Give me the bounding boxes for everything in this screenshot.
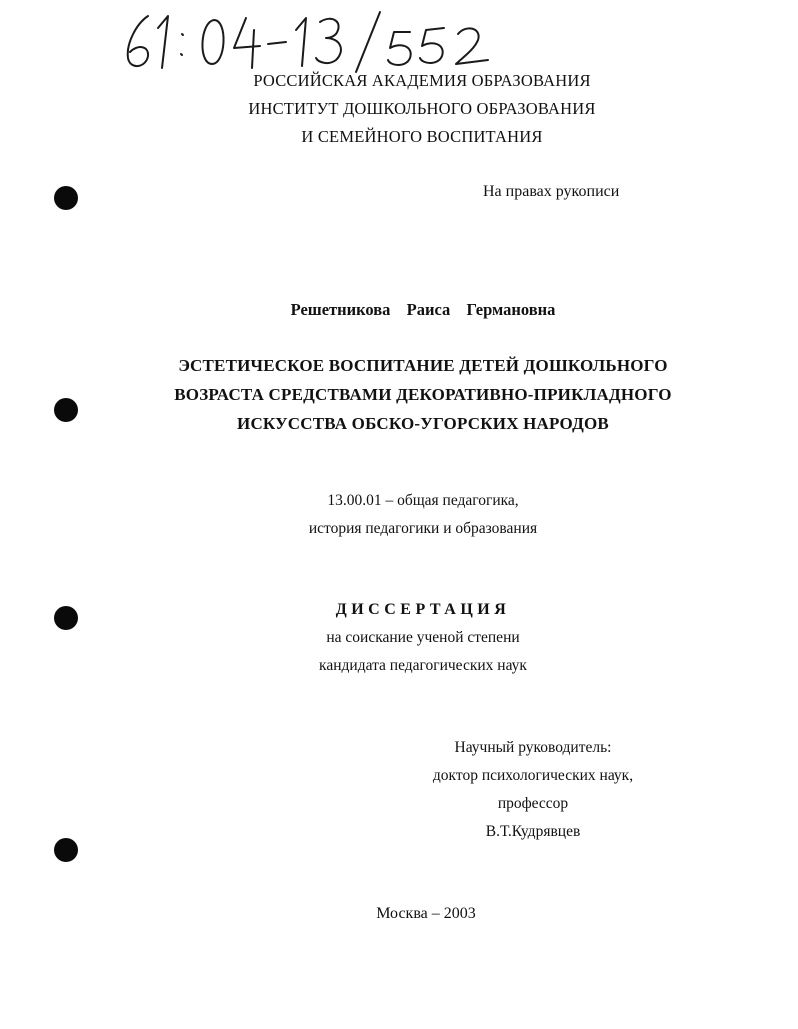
- institution-line: РОССИЙСКАЯ АКАДЕМИЯ ОБРАЗОВАНИЯ: [253, 71, 591, 90]
- author-name: Решетникова Раиса Германовна: [290, 300, 556, 319]
- specialty-line: 13.00.01 – общая педагогика,: [327, 492, 519, 509]
- dissertation-title-line: ИСКУССТВА ОБСКО-УГОРСКИХ НАРОДОВ: [237, 414, 609, 433]
- supervisor-label: Научный руководитель:: [454, 739, 612, 756]
- manuscript-rights: На правах рукописи: [483, 183, 620, 200]
- binding-hole: [54, 606, 78, 630]
- dissertation-title-line: ВОЗРАСТА СРЕДСТВАМИ ДЕКОРАТИВНО-ПРИКЛАДНОГО: [174, 385, 672, 404]
- supervisor-rank: профессор: [497, 795, 569, 812]
- institution-line: ИНСТИТУТ ДОШКОЛЬНОГО ОБРАЗОВАНИЯ: [248, 99, 596, 118]
- specialty-line: история педагогики и образования: [308, 520, 538, 537]
- institution-line: И СЕМЕЙНОГО ВОСПИТАНИЯ: [301, 127, 543, 146]
- handwritten-archive-code-drawing: [118, 10, 498, 74]
- supervisor-name: В.Т.Кудрявцев: [485, 823, 581, 840]
- binding-hole: [54, 838, 78, 862]
- handwritten-archive-code: [118, 10, 498, 74]
- dissertation-title-line: ЭСТЕТИЧЕСКОЕ ВОСПИТАНИЕ ДЕТЕЙ ДОШКОЛЬНОГО: [178, 356, 668, 375]
- binding-hole: [54, 398, 78, 422]
- binding-hole: [54, 186, 78, 210]
- work-type: ДИССЕРТАЦИЯ: [335, 601, 511, 618]
- supervisor-degree: доктор психологических наук,: [432, 767, 634, 784]
- degree-line: на соискание ученой степени: [326, 629, 520, 646]
- city-year: Москва – 2003: [376, 905, 476, 922]
- degree-line: кандидата педагогических наук: [319, 657, 527, 674]
